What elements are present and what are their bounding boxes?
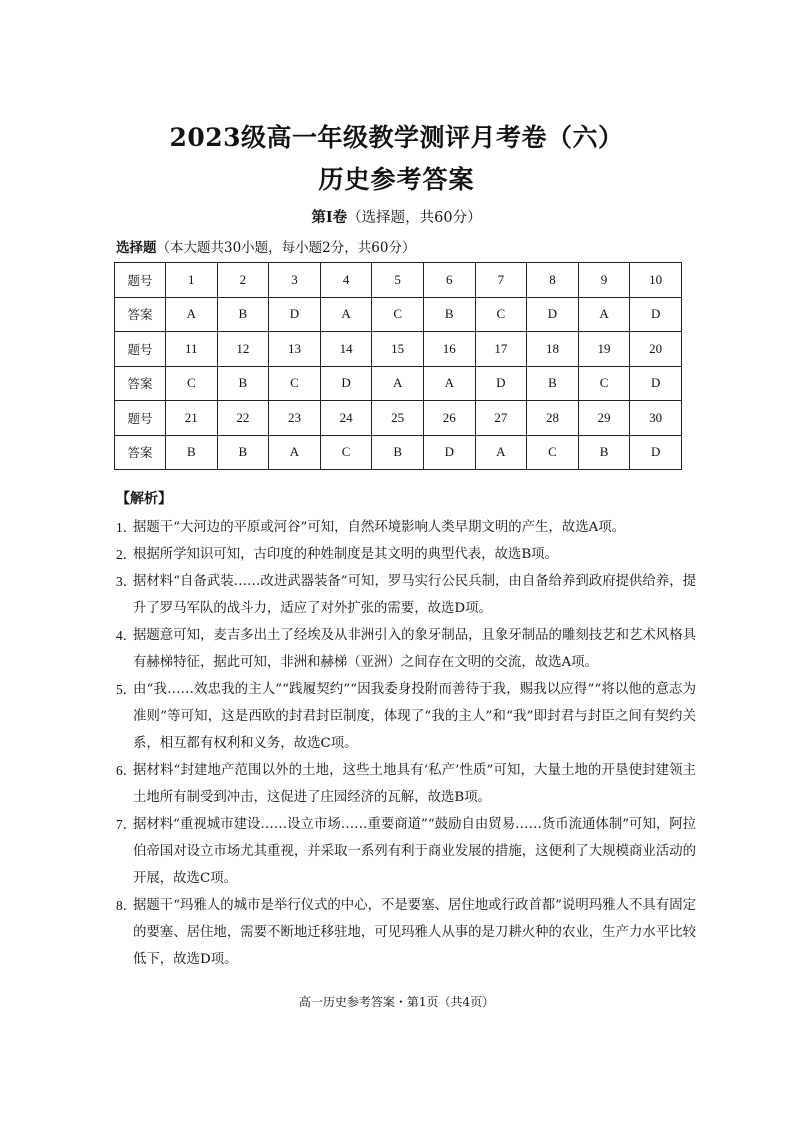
question-number-cell: 3 [269, 263, 321, 298]
analysis-item-text: 据题干“玛雅人的城市是举行仪式的中心，不是要塞、居住地或行政首都”说明玛雅人不具有固定的要塞、居住地，需要不断地迁移驻地，可见玛雅人从事的是刀耕火种的农业，生产力水平比较低下，故选D项。 [133, 898, 696, 967]
analysis-item [116, 676, 696, 757]
analysis-item-text: 由“我……效忠我的主人”“践履契约”“因我委身投附而善待于我，赐我以应得”“将以他的意志为准则”等可知，这是西欧的封君封臣制度，体现了“我的主人”和“我”即封君与封臣之间有契约关系，相互都有权利和义务，故选C项。 [133, 682, 696, 751]
answer-cell: D [630, 435, 682, 470]
answer-cell: C [166, 366, 218, 401]
answer-cell: D [475, 366, 527, 401]
document-title: 2023级高一年级教学测评月考卷（六） [169, 123, 624, 152]
answer-label: 答案 [115, 366, 166, 401]
question-number-cell: 9 [578, 263, 630, 298]
question-number-cell: 21 [166, 401, 218, 436]
answer-cell: C [475, 297, 527, 332]
answer-cell: D [269, 297, 321, 332]
analysis-item-text: 据材料“自备武装……改进武器装备”可知，罗马实行公民兵制，由自备给养到政府提供给养，提升了罗马军队的战斗力，适应了对外扩张的需要，故选D项。 [133, 574, 696, 616]
section-header [0, 206, 793, 227]
analysis-item-number: 5． [116, 682, 137, 697]
question-number-cell: 13 [269, 332, 321, 367]
question-number-cell: 15 [372, 332, 424, 367]
answer-row [115, 297, 682, 332]
question-number-cell: 12 [217, 332, 269, 367]
answer-cell: A [423, 366, 475, 401]
answer-table-body [115, 263, 682, 470]
answer-cell: A [578, 297, 630, 332]
question-number-row [115, 401, 682, 436]
question-number-row [115, 332, 682, 367]
question-number-cell: 23 [269, 401, 321, 436]
answer-cell: C [372, 297, 424, 332]
question-number-cell: 20 [630, 332, 682, 367]
question-number-cell: 28 [527, 401, 579, 436]
question-number-cell: 22 [217, 401, 269, 436]
question-number-cell: 7 [475, 263, 527, 298]
question-number-cell: 19 [578, 332, 630, 367]
analysis-item-text: 据题意可知，麦吉多出土了经埃及从非洲引入的象牙制品，且象牙制品的雕刻技艺和艺术风格具有赫梯特征，据此可知，非洲和赫梯（亚洲）之间存在文明的交流，故选A项。 [133, 628, 696, 670]
question-number-cell: 10 [630, 263, 682, 298]
analysis-item-number: 6． [116, 763, 137, 778]
answer-cell: B [578, 435, 630, 470]
answer-row [115, 435, 682, 470]
answer-cell: D [630, 297, 682, 332]
analysis-item-text: 据材料“重视城市建设……设立市场……重要商道”“鼓励自由贸易……货币流通体制”可知，阿拉伯帝国对设立市场尤其重视，并采取一系列有利于商业发展的措施，这便利了大规模商业活动的开展，故选C项。 [133, 817, 697, 886]
question-number-cell: 30 [630, 401, 682, 436]
answer-row [115, 366, 682, 401]
analysis-item-number: 8． [116, 898, 137, 913]
question-number-cell: 18 [527, 332, 579, 367]
question-type-description: （本大题共30小题，每小题2分，共60分） [156, 240, 416, 256]
page-footer: 高一历史参考答案・第1页（共4页） [298, 995, 495, 1009]
analysis-item [116, 892, 696, 973]
question-number-cell: 24 [320, 401, 372, 436]
question-number-cell: 11 [166, 332, 218, 367]
question-number-cell: 1 [166, 263, 218, 298]
answer-cell: A [166, 297, 218, 332]
answer-cell: B [217, 366, 269, 401]
analysis-item [116, 622, 696, 676]
question-number-cell: 25 [372, 401, 424, 436]
question-number-cell: 2 [217, 263, 269, 298]
analysis-item-text: 据材料“封建地产范围以外的土地，这些土地具有‘私产’性质”可知，大量土地的开垦使封建领主土地所有制受到冲击，这促进了庄园经济的瓦解，故选B项。 [133, 763, 696, 805]
answer-cell: B [217, 435, 269, 470]
answer-cell: D [423, 435, 475, 470]
analysis-item [116, 811, 696, 892]
analysis-item [116, 568, 696, 622]
answer-cell: D [630, 366, 682, 401]
answer-cell: B [217, 297, 269, 332]
question-number-cell: 4 [320, 263, 372, 298]
question-number-label: 题号 [115, 332, 166, 367]
section-label: 第Ⅰ卷 [311, 209, 348, 226]
analysis-item [116, 541, 696, 568]
answer-label: 答案 [115, 297, 166, 332]
answer-cell: A [269, 435, 321, 470]
analysis-item-number: 1． [116, 520, 137, 535]
question-number-label: 题号 [115, 263, 166, 298]
section-description: （选择题，共60分） [347, 210, 482, 226]
answer-label: 答案 [115, 435, 166, 470]
question-number-cell: 6 [423, 263, 475, 298]
answer-cell: C [527, 435, 579, 470]
answer-cell: C [269, 366, 321, 401]
answer-cell: D [320, 366, 372, 401]
analysis-item [116, 757, 696, 811]
question-number-label: 题号 [115, 401, 166, 436]
answer-cell: B [166, 435, 218, 470]
answer-cell: B [372, 435, 424, 470]
answer-cell: D [527, 297, 579, 332]
analysis-list [116, 514, 696, 973]
analysis-item-number: 7． [116, 817, 137, 832]
question-number-row [115, 263, 682, 298]
document-subtitle: 历史参考答案 [318, 165, 475, 194]
question-number-cell: 5 [372, 263, 424, 298]
answer-cell: B [527, 366, 579, 401]
analysis-item-number: 4． [116, 628, 137, 643]
question-number-cell: 27 [475, 401, 527, 436]
analysis-item-text: 据题干“大河边的平原或河谷”可知，自然环境影响人类早期文明的产生，故选A项。 [133, 520, 626, 535]
question-number-cell: 8 [527, 263, 579, 298]
question-number-cell: 17 [475, 332, 527, 367]
answer-cell: A [372, 366, 424, 401]
question-type-label: 选择题 [116, 240, 157, 256]
analysis-item-number: 3． [116, 574, 137, 589]
analysis-heading: 【解析】 [116, 491, 172, 507]
answer-cell: C [320, 435, 372, 470]
answer-cell: B [423, 297, 475, 332]
analysis-item [116, 514, 696, 541]
answer-cell: C [578, 366, 630, 401]
analysis-item-text: 根据所学知识可知，古印度的种姓制度是其文明的典型代表，故选B项。 [133, 547, 558, 562]
question-number-cell: 26 [423, 401, 475, 436]
question-number-cell: 16 [423, 332, 475, 367]
question-number-cell: 14 [320, 332, 372, 367]
question-type-intro [116, 236, 415, 256]
answer-cell: A [475, 435, 527, 470]
question-number-cell: 29 [578, 401, 630, 436]
analysis-item-number: 2． [116, 547, 137, 562]
answer-table [114, 262, 682, 470]
answer-cell: A [320, 297, 372, 332]
